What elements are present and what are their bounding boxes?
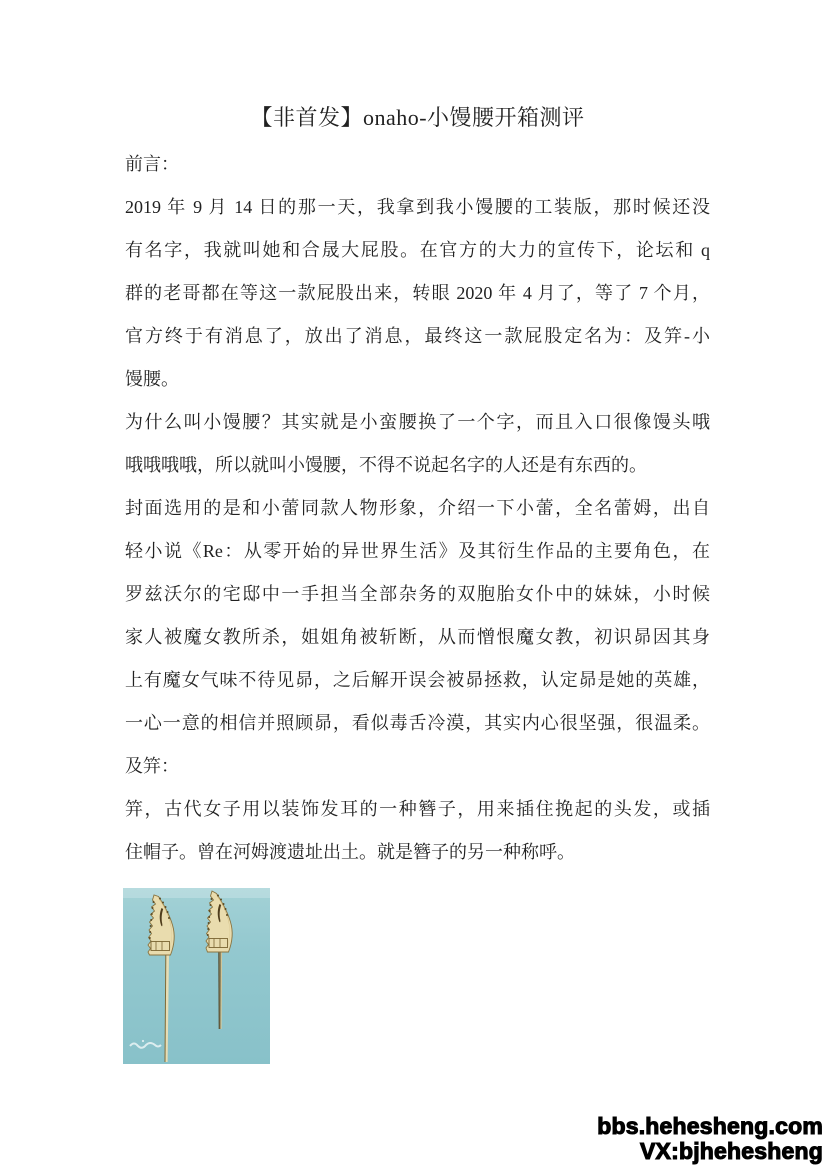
hairpin-photo: [123, 888, 270, 1064]
text-line: 住帽子。曾在河姆渡遗址出土。就是簪子的另一种称呼。: [125, 842, 575, 862]
text-line: 馒腰。: [125, 369, 179, 389]
cover-character-paragraph: [125, 487, 710, 745]
text-line: 罗兹沃尔的宅邸中一手担当全部杂务的双胞胎女仆中的妹妹，小时候: [125, 584, 710, 604]
text-line: 封面选用的是和小蕾同款人物形象，介绍一下小蕾，全名蕾姆，出自: [125, 498, 710, 518]
watermark-forum-url: bbs.hehesheng.com: [597, 1113, 823, 1139]
text-line: 笄，古代女子用以装饰发耳的一种簪子，用来插住挽起的头发，或插: [125, 799, 710, 819]
photo-top-glare: [123, 888, 270, 898]
text-line: 一心一意的相信并照顾昴，看似毒舌冷漠，其实内心很坚强，很温柔。: [125, 713, 710, 733]
text-line: 轻小说《Re：从零开始的异世界生活》及其衍生作品的主要角色，在: [125, 541, 710, 561]
paragraphs: [125, 143, 710, 874]
text-line: 家人被魔女教所杀，姐姐角被斩断，从而憎恨魔女教，初识昴因其身: [125, 627, 710, 647]
jiji-label: [125, 745, 710, 788]
preface-paragraph: [125, 186, 710, 401]
jiji-definition-paragraph: [125, 788, 710, 874]
text-line: 哦哦哦哦，所以就叫小馒腰，不得不说起名字的人还是有东西的。: [125, 455, 647, 475]
text-line: 2019 年 9 月 14 日的那一天，我拿到我小馒腰的工装版，那时候还没: [125, 197, 710, 217]
photo-background-shading: [123, 888, 270, 1064]
site-watermark: [597, 1114, 823, 1164]
document-content: [125, 0, 710, 1064]
text-line: 官方终于有消息了，放出了消息，最终这一款屁股定名为：及笄-小: [125, 326, 710, 346]
text-line: 及笄：: [125, 756, 179, 776]
naming-paragraph: [125, 401, 710, 487]
text-line: 为什么叫小馒腰？其实就是小蛮腰换了一个字，而且入口很像馒头哦: [125, 412, 710, 432]
watermark-wechat-id: VX:bjhehesheng: [640, 1138, 823, 1164]
preface-label: [125, 143, 710, 186]
text-line: 群的老哥都在等这一款屁股出来，转眼 2020 年 4 月了，等了 7 个月，: [125, 283, 710, 303]
document-title: 【非首发】onaho-小馒腰开箱测评: [250, 105, 585, 130]
text-line: 有名字，我就叫她和合晟大屁股。在官方的大力的宣传下，论坛和 q: [125, 240, 710, 260]
text-line: 上有魔女气味不待见昴，之后解开误会被昴拯救，认定昴是她的英雄，: [125, 670, 710, 690]
text-line: 前言：: [125, 154, 179, 174]
